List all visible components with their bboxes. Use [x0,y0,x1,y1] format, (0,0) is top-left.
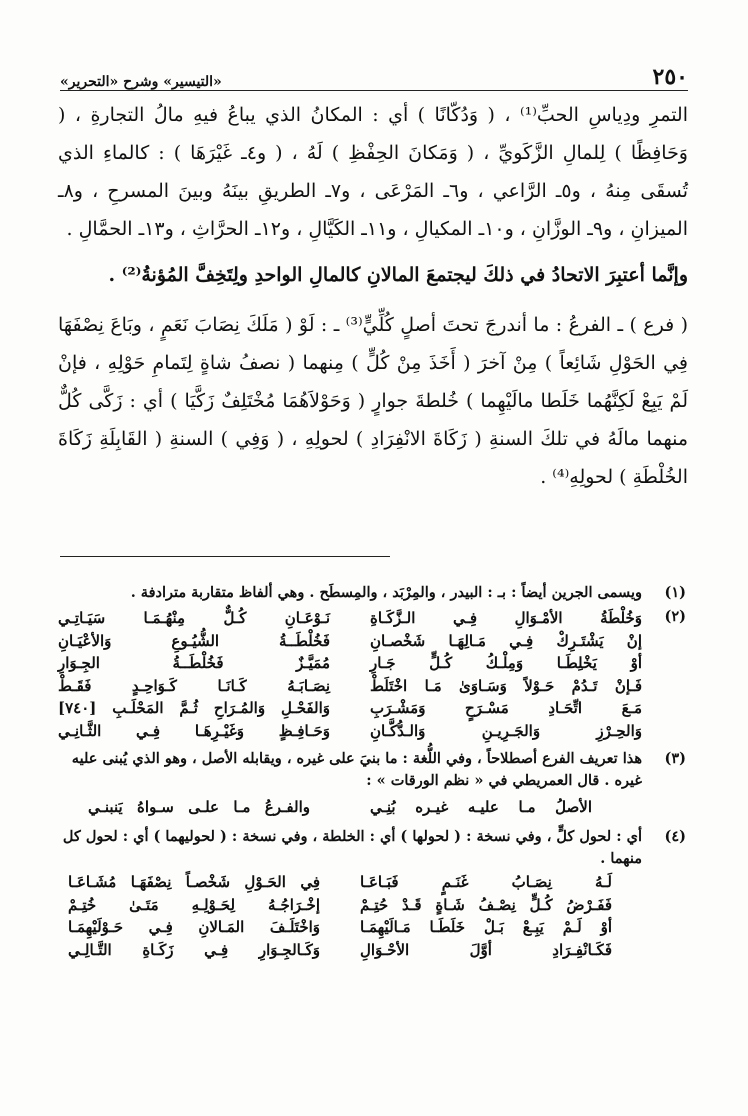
footnote-separator [60,556,390,557]
hemistich: نِصَـابَـهُ كَـانَـا كَـوَاحِـدٍ فَقَـطْ [58,676,330,695]
hemistich: مُمَيَّـزٌ فَخُلْطَــةُ الجِـوَارِ [58,654,330,672]
verse-block [58,871,642,961]
page-header [60,58,688,90]
footnote-2 [58,606,686,746]
hemistich: فَفَـرْضُ كُـلٍّ نِصْـفُ شَـاةٍ قَـدْ حُتِـمْ [360,895,612,914]
footnote-3 [58,748,686,824]
footnote-text: ويسمى الجرين أيضاً : بـ : البيدر ، والمِرْبَد ، والمِسطَح . وهي ألفاظ متقاربة مترادفة . [130,584,642,601]
verse-block [58,607,642,742]
footnote-text: أي : لحول كلٍّ ، وفي نسخة : ( لحولها ) أي : الخلطة ، وفي نسخة : ( لحوليهما ) أي : لحول كل منهما . [62,828,642,867]
footnote-number: (٤) [664,828,686,845]
hemistich: فِي الحَـوْلِ شَخْصـاً نِصْفَهَـا مُشَـاعَـا [68,873,320,891]
footnote-text: هذا تعريف الفرع أصطلاحاً ، وفي اللُّغة : ما بنيَ على غيره ، ويقابله الأصل ، وهو الذي يُبنى عليه غيره . قال العمريطي في « نظم الورقات » : [71,750,642,789]
hemistich: وَالحِـرْزِ وَالجَـرِيـنِ وَالـدُّكَّـانِ [370,721,642,740]
hemistich: وَالفَحْـلِ وَالمُـرَاحِ ثُـمَّ المَحْلَـبِ [٧٤٠] [58,699,330,717]
hemistich: فَخُلْطَــةُ الشُّيُـوعِ وَالأعْيَـانِ [58,631,330,650]
hemistich: إنْ يَشْتَـرِكْ فِـي مَـالِهَـا شَخْصـانِ [370,631,642,650]
paragraph-3: ( فرع ) ـ الفرعُ : ما أندرجَ تحتَ أصلٍ كُلِّيٍّ⁽³⁾ ـ : لَوْ ( مَلَكَ نِصَابَ نَعَمٍ ، وبَاعَ نِصْفَهَا فِي الحَوْلِ شَائِعاً ) مِنْ آخرَ ( أَخَذَ مِنْ كُلٍّ ) مِنهما ( نصفُ شاةٍ لِتَمامِ حَوْلِهِ ، فإنْ لَمْ يَبِعْ لَكِنَّهُما خَلَطا مالَيْهِما ) خُلطةَ جوارٍ ( وَحَوْلاَهُمَا مُخْتَلِفٌ زَكَّيَا ) أي : زَكَّى كُلٌّ منهما مالَهُ في تلكَ السنةِ ( زَكَاةَ الانْفِرَادِ ) لحولِهِ ، ( وَفِي ) السنةِ ( القَابِلَةِ زَكَاةَ الخُلْطَةِ ) لحولِهِ⁽⁴⁾ . [58,314,688,488]
footnote-1 [58,582,686,604]
hemistich: لَـهُ نِصَـابُ غَنَـمٍ فَبَـاعَـا [360,873,612,891]
hemistich: وَخُلْطَةُ الأمْـوَالِ فِـي الـزَّكَـاةِ [370,609,642,627]
footnote-number: (٣) [664,750,686,767]
footnote-4 [58,826,686,965]
verse-block [58,796,642,818]
page-number: ٢٥٠ [652,64,688,90]
hemistich: والفـرعُ مـا علـى سـواهُ يَنبنـي [88,798,310,816]
hemistich: أوْ لَـمْ يَبِـعْ بَـلْ خَلَطَـا مَـالَيْهِمَـا [360,918,612,936]
header-rule [60,90,688,91]
paragraph-2: وإنَّما أعتبِرَ الاتحادُ في ذلكَ ليجتمعَ المالانِ كالمالِ الواحدِ ولِتَخِفَّ المُؤنةُ⁽²⁾ . [108,264,688,286]
hemistich: أوْ يَخْلِطَـا وَمِلْـكُ كُـلٍّ جَـارِ [370,654,642,672]
running-title: «التيسير» وشرح «التحرير» [60,74,222,90]
footnotes [58,582,686,967]
footnote-number: (١) [664,584,686,601]
main-text [58,96,688,496]
hemistich: فَكَـانْفِـرَادِ أوَّلَ الأحْـوَالِ [360,940,612,959]
hemistich: مَـعَ اتِّحَـادِ مَسْـرَحٍ وَمَشْـرَبِ [370,699,642,717]
paragraph-1: التمرِ ودِياسِ الحبِّ⁽¹⁾ ، ( وَدُكّانًا ) أي : المكانُ الذي يباعُ فيهِ مالُ التجارةِ ، ( وَحَافِظًا ) لِلمالِ الزَّكَويِّ ، ( وَمَكانَ الحِفْظِ ) لَهُ ، ( و٤ـ غَيْرَهَا ) : كالماءِ الذي تُسقَى مِنهُ ، و٥ـ الرَّاعي ، و٦ـ المَرْعَى ، و٧ـ الطريقِ بينَهُ وبينَ المسرحِ ، و٨ـ الميزانِ ، و٩ـ الوزَّانِ ، و١٠ـ المكيالِ ، و١١ـ الكَيَّالِ ، و١٢ـ الحرَّاثِ ، و١٣ـ الحمَّالِ . [58,104,689,240]
hemistich: إخْـرَاجُـهُ لِحَـوْلِـهِ مَتَـىٰ خُتِـمْ [68,895,320,914]
hemistich: الأصلُ مـا عليـه غيـره بُنِـي [370,798,592,816]
hemistich: نَـوْعَـانِ كُـلٌّ مِنْهُـمَـا سَيَـاتِـي [58,609,330,627]
hemistich: فَـإنْ تَـدُمْ حَـوْلاً وَسَـاوَىٰ مَـا اخْتَلَطْ [370,676,642,695]
hemistich: وَاخْتَلَـفَ المَـالانِ فِـي حَـوْلَيْهِمَـا [68,918,320,936]
footnote-number: (٢) [664,608,686,625]
hemistich: وَحَـافِـظٍ وَغَيْـرِهَـا فِـي الثَّـانِـي [58,721,330,740]
hemistich: وَكَـالجِـوَارِ فِـي زَكَـاةِ التَّـالِـي [68,940,320,959]
